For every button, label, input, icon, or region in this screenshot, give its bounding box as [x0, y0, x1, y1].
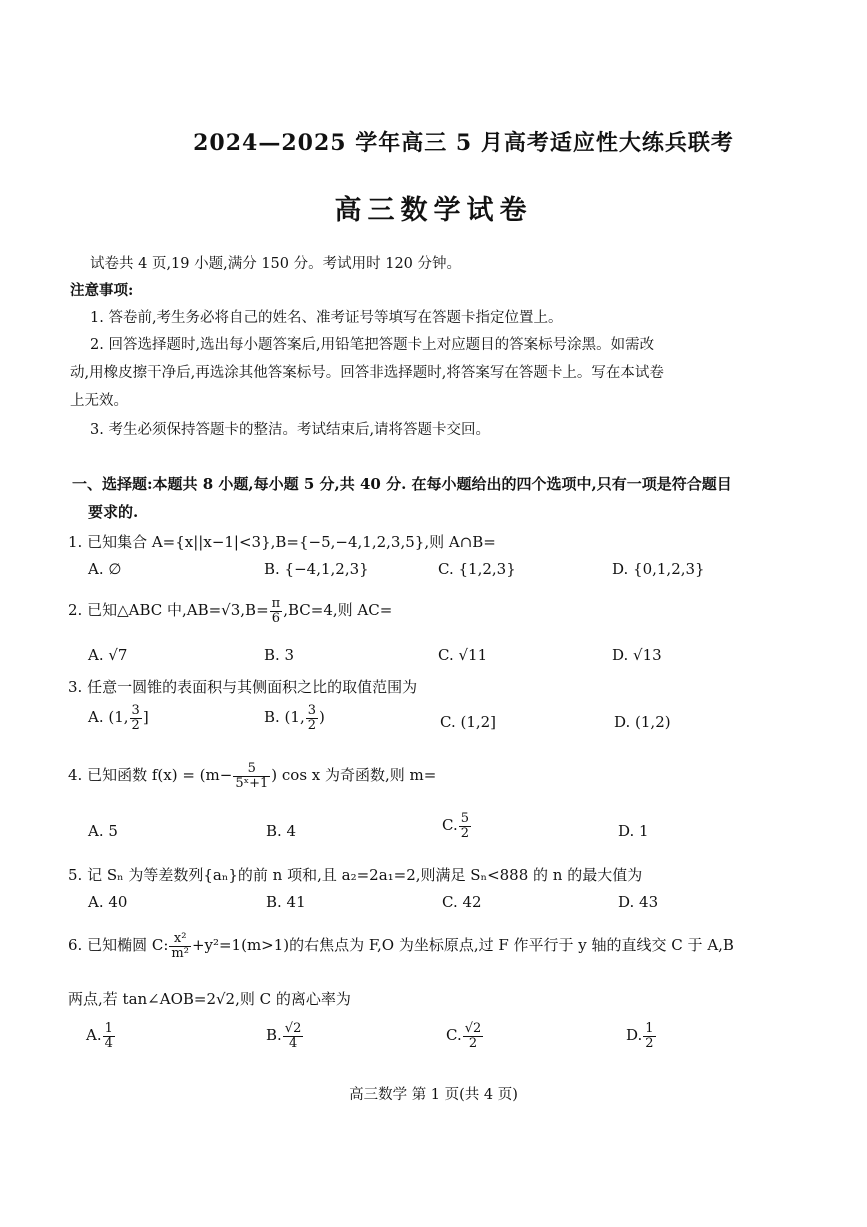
question-4-stem-pre: 4. 已知函数 f(x) = (m− [68, 766, 233, 785]
question-3-stem: 3. 任意一圆锥的表面积与其侧面积之比的取值范围为 [68, 678, 418, 696]
fraction-denominator: m² [171, 945, 189, 961]
question-2-option-c: C. √11 [438, 646, 488, 664]
fraction-numerator: 3 [131, 703, 140, 718]
question-1-stem: 1. 已知集合 A={x||x−1|<3},B={−5,−4,1,2,3,5},则 A∩B= [68, 533, 496, 551]
question-1-option-d: D. {0,1,2,3} [612, 560, 705, 578]
option-c-fraction [459, 812, 471, 840]
fraction-denominator: 2 [307, 717, 317, 733]
option-a-fraction [130, 704, 142, 732]
option-a-post: ] [142, 708, 149, 727]
option-b-pre: B. (1, [264, 708, 305, 727]
fraction-denominator: 2 [460, 825, 469, 841]
fraction-numerator: 3 [307, 703, 317, 718]
question-3-option-a [88, 704, 149, 732]
fraction-denominator: 4 [288, 1035, 298, 1051]
question-1-option-c: C. {1,2,3} [438, 560, 516, 578]
question-4-fraction [233, 762, 270, 790]
question-2-angle-fraction [270, 597, 283, 625]
question-2-option-b: B. 3 [264, 646, 295, 664]
fraction-denominator: 2 [468, 1035, 478, 1051]
option-d-fraction [643, 1022, 655, 1050]
notice-item-1: 1. 答卷前,考生务必将自己的姓名、准考证号等填写在答题卡指定位置上。 [90, 310, 563, 326]
question-5-option-c: C. 42 [442, 893, 482, 911]
question-6-option-c [446, 1022, 484, 1050]
question-5-option-b: B. 41 [266, 893, 306, 911]
option-a-pre: A. [86, 1026, 102, 1045]
question-5-option-a: A. 40 [88, 893, 128, 911]
question-2-option-a: A. √7 [88, 646, 128, 664]
notice-heading: 注意事项: [70, 282, 134, 299]
question-1-option-b: B. {−4,1,2,3} [264, 560, 369, 578]
question-5-stem: 5. 记 Sₙ 为等差数列{aₙ}的前 n 项和,且 a₂=2a₁=2,则满足 Sₙ<888 的 n 的最大值为 [68, 866, 643, 884]
fraction-numerator: 5 [460, 811, 469, 826]
question-4-option-a: A. 5 [88, 822, 118, 840]
option-d-pre: D. [626, 1026, 643, 1045]
question-3-option-c: C. (1,2] [440, 713, 497, 731]
question-4-option-c [442, 812, 472, 840]
exam-intro: 试卷共 4 页,19 小题,满分 150 分。考试用时 120 分钟。 [90, 256, 462, 272]
question-6-stem-post: +y²=1(m>1)的右焦点为 F,O 为坐标原点,过 F 作平行于 y 轴的直线交 C 于 A,B [191, 936, 734, 955]
fraction-numerator: π [271, 596, 281, 611]
notice-item-2-line-2: 动,用橡皮擦干净后,再选涂其他答案标号。回答非选择题时,将答案写在答题卡上。写在本试卷 [70, 365, 664, 381]
notice-item-2-line-1: 2. 回答选择题时,选出每小题答案后,用铅笔把答题卡上对应题目的答案标号涂黑。如需改 [90, 337, 655, 353]
question-6-fraction [169, 932, 191, 960]
question-4-option-b: B. 4 [266, 822, 297, 840]
question-2-stem [68, 597, 392, 625]
question-4-option-d: D. 1 [618, 822, 649, 840]
option-b-post: ) [319, 708, 325, 727]
paper-title: 高三数学试卷 [334, 195, 533, 226]
question-6-option-d [626, 1022, 657, 1050]
fraction-numerator: 1 [645, 1021, 654, 1036]
notice-item-3: 3. 考生必须保持答题卡的整洁。考试结束后,请将答题卡交回。 [90, 422, 491, 438]
option-c-fraction [463, 1022, 484, 1050]
question-6-stem-pre: 6. 已知椭圆 C: [68, 936, 169, 955]
fraction-denominator: 2 [131, 717, 140, 733]
notice-item-2-line-3: 上无效。 [70, 393, 128, 409]
question-6-option-a [86, 1022, 116, 1050]
question-3-option-d: D. (1,2) [614, 713, 671, 731]
option-a-pre: A. (1, [88, 708, 129, 727]
question-5-option-d: D. 43 [618, 893, 659, 911]
fraction-numerator: √2 [284, 1021, 302, 1036]
page-footer: 高三数学 第 1 页(共 4 页) [349, 1087, 518, 1103]
option-c-pre: C. [442, 816, 458, 835]
fraction-denominator: 2 [645, 1035, 654, 1051]
section-1-heading-cont: 要求的. [88, 503, 139, 521]
fraction-denominator: 4 [104, 1035, 113, 1051]
question-2-option-d: D. √13 [612, 646, 662, 664]
exam-title: 2024—2025 学年高三 5 月高考适应性大练兵联考 [193, 130, 734, 156]
fraction-numerator: x² [169, 932, 191, 947]
question-4-stem-post: ) cos x 为奇函数,则 m= [271, 766, 437, 785]
option-b-fraction [283, 1022, 304, 1050]
option-c-pre: C. [446, 1026, 462, 1045]
fraction-numerator: √2 [464, 1021, 482, 1036]
question-6-option-b [266, 1022, 304, 1050]
question-2-stem-post: ,BC=4,则 AC= [283, 601, 393, 620]
fraction-denominator: 6 [271, 610, 281, 626]
question-4-stem [68, 762, 436, 790]
question-2-stem-pre: 2. 已知△ABC 中,AB=√3,B= [68, 601, 269, 620]
section-1-heading: 一、选择题:本题共 8 小题,每小题 5 分,共 40 分. 在每小题给出的四个选项中,只有一项是符合题目 [72, 475, 732, 493]
question-6-stem [68, 932, 734, 960]
fraction-numerator: 5 [233, 762, 270, 777]
option-a-fraction [103, 1022, 115, 1050]
fraction-numerator: 1 [104, 1021, 113, 1036]
option-b-fraction [306, 704, 318, 732]
question-6-stem-line-2: 两点,若 tan∠AOB=2√2,则 C 的离心率为 [68, 990, 351, 1008]
fraction-denominator: 5ˣ+1 [235, 775, 269, 791]
question-3-option-b [264, 704, 325, 732]
question-1-option-a: A. ∅ [88, 560, 122, 578]
option-b-pre: B. [266, 1026, 282, 1045]
